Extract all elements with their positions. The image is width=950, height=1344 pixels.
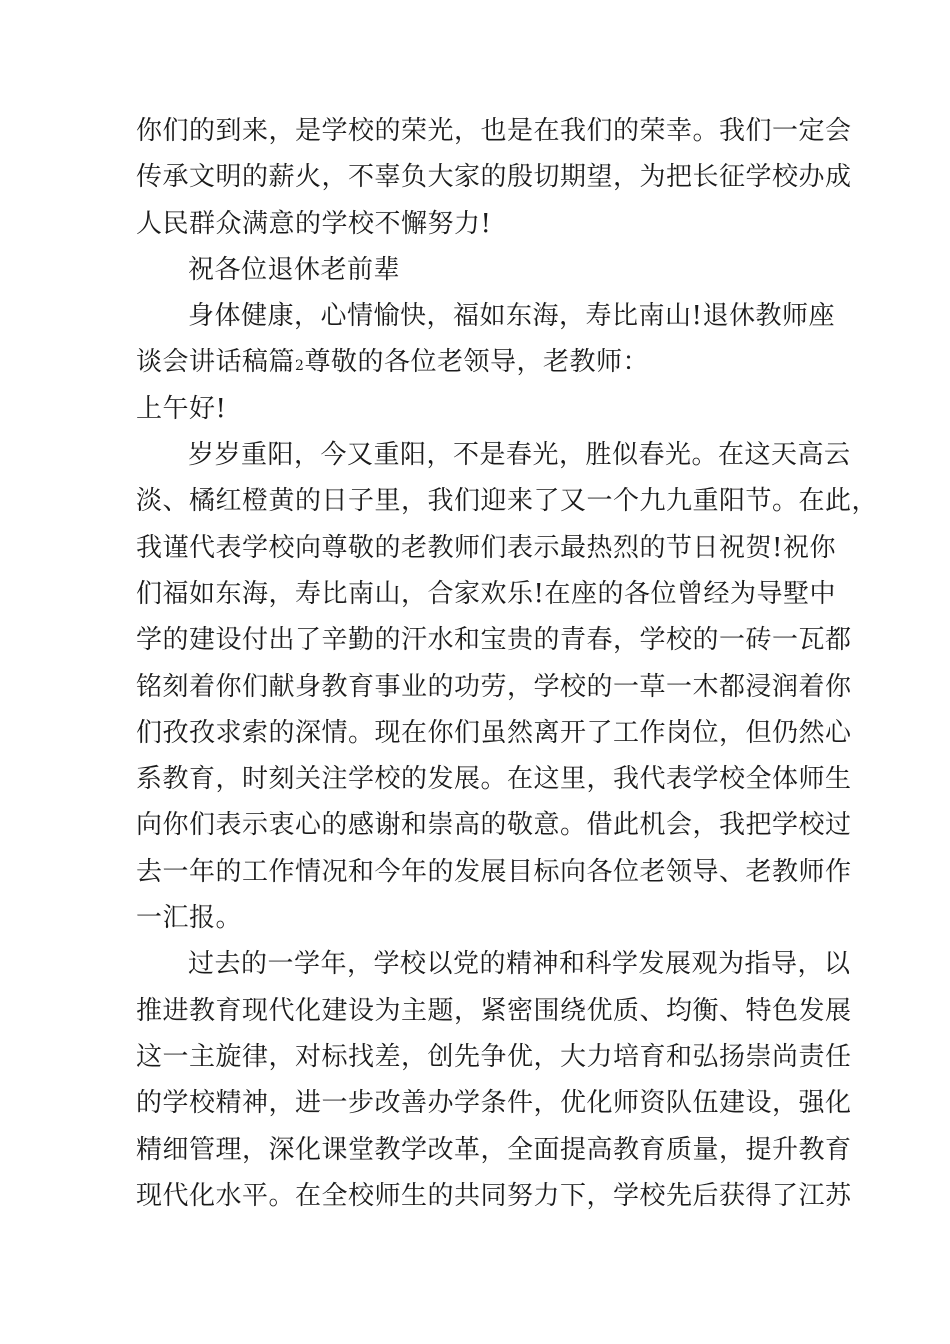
text-segment: 谈会讲话稿篇	[136, 347, 296, 378]
text-line: 你们的到来，是学校的荣光，也是在我们的荣幸。我们一定会	[136, 116, 852, 146]
text-line: 们福如东海，寿比南山，合家欢乐!在座的各位曾经为导墅中	[136, 578, 836, 609]
text-segment: 尊敬的各位老领导，老教师：	[304, 347, 649, 378]
text-line: 上午好!	[136, 393, 227, 424]
text-line: 传承文明的薪火，不辜负大家的殷切期望，为把长征学校办成	[136, 162, 852, 193]
body-text	[136, 108, 879, 1219]
text-line: 现代化水平。在全校师生的共同努力下，学校先后获得了江苏	[136, 1180, 852, 1211]
text-line: 淡、橘红橙黄的日子里，我们迎来了又一个九九重阳节。在此，	[136, 486, 879, 517]
text-line: 学的建设付出了辛勤的汗水和宝贵的青春，学校的一砖一瓦都	[136, 625, 852, 656]
section-number: 2	[295, 358, 305, 375]
text-line: 推进教育现代化建设为主题，紧密围绕优质、均衡、特色发展	[136, 995, 852, 1026]
text-line: 向你们表示衷心的感谢和崇高的敬意。借此机会，我把学校过	[136, 810, 852, 841]
text-line: 的学校精神，进一步改善办学条件，优化师资队伍建设，强化	[136, 1088, 852, 1119]
text-line: 我谨代表学校向尊敬的老教师们表示最热烈的节日祝贺!祝你	[136, 532, 836, 563]
text-line: 铭刻着你们献身教育事业的功劳，学校的一草一木都浸润着你	[136, 671, 852, 702]
text-line: 系教育，时刻关注学校的发展。在这里，我代表学校全体师生	[136, 764, 852, 795]
text-line: 身体健康，心情愉快，福如东海，寿比南山!退休教师座	[188, 301, 835, 332]
text-line: 一汇报。	[136, 903, 243, 934]
text-line: 们孜孜求索的深情。现在你们虽然离开了工作岗位，但仍然心	[136, 717, 852, 748]
text-line: 岁岁重阳，今又重阳，不是春光，胜似春光。在这天高云	[188, 440, 851, 471]
text-line: 过去的一学年，学校以党的精神和科学发展观为指导，以	[188, 949, 851, 980]
text-line: 精细管理，深化课堂教学改革，全面提高教育质量，提升教育	[136, 1134, 852, 1165]
text-line: 祝各位退休老前辈	[188, 254, 401, 285]
text-line: 人民群众满意的学校不懈努力!	[136, 208, 492, 239]
text-line: 去一年的工作情况和今年的发展目标向各位老领导、老教师作	[136, 856, 852, 887]
text-line: 这一主旋律，对标找差，创先争优，大力培育和弘扬崇尚责任	[136, 1041, 852, 1072]
text-line	[136, 339, 836, 385]
